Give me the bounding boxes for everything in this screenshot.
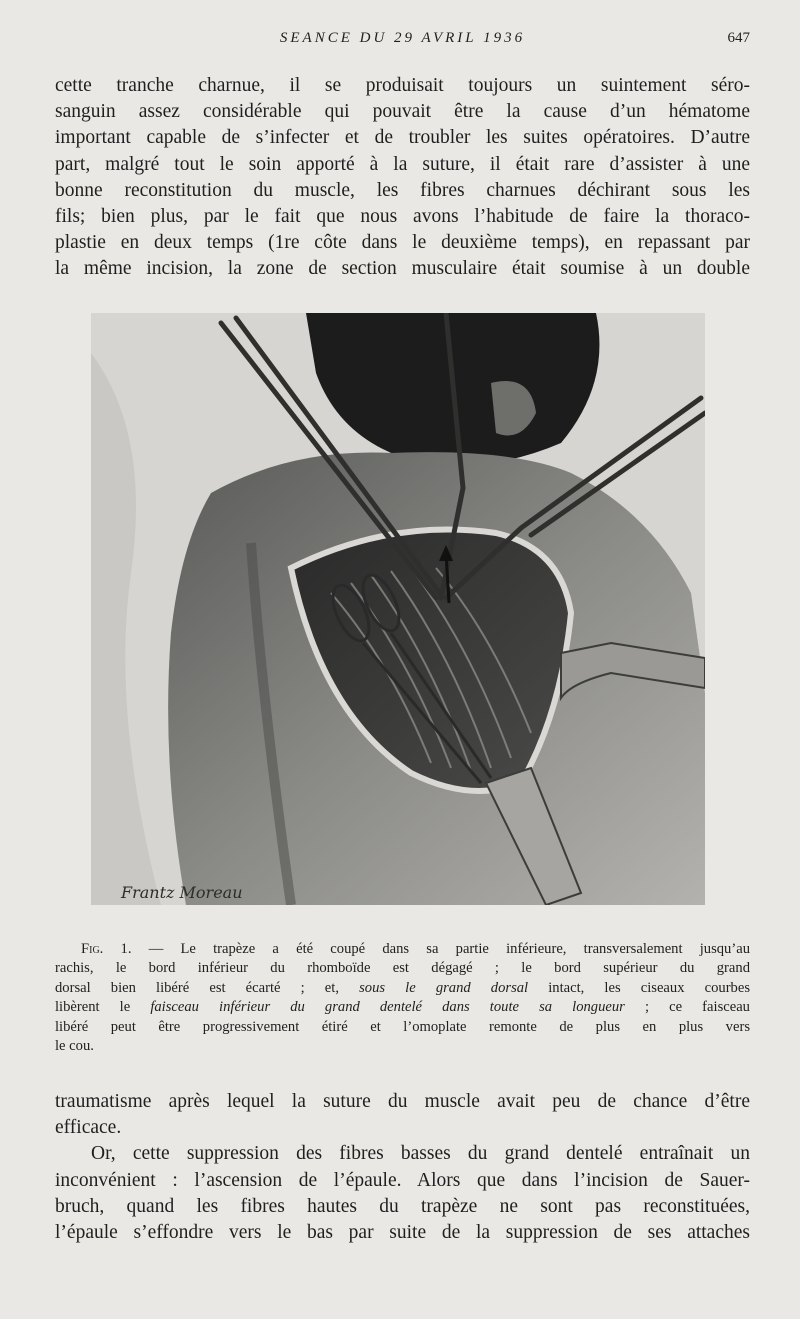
surgical-drawing — [91, 313, 705, 905]
text-line: plastie en deux temps (1re côte dans le deuxième temps), en repassant par — [55, 232, 750, 254]
caption-text: ; ce faisceau — [624, 999, 750, 1016]
text-line: la même incision, la zone de section musculaire était soumise à un double — [55, 258, 750, 280]
paragraph-top — [55, 73, 750, 283]
text-line: important capable de s’infecter et de troubler les suites opératoires. D’autre — [55, 127, 750, 149]
text-line: l’épaule s’effondre vers le bas par suite de la suppression de ses attaches — [55, 1221, 750, 1243]
running-title: SEANCE DU 29 AVRIL 1936 — [279, 30, 526, 46]
figure-label: Fig. 1. — [81, 941, 132, 957]
caption-text: dorsal bien libéré est écarté ; et, — [55, 979, 360, 996]
text-line: efficace. — [55, 1117, 122, 1139]
text-line: traumatisme après lequel la suture du muscle avait peu de chance d’être — [55, 1091, 750, 1112]
page-number: 647 — [727, 30, 750, 46]
caption-line — [55, 998, 750, 1017]
caption-line: le cou. — [55, 1038, 94, 1055]
caption-italic: sous le grand dorsal — [359, 979, 529, 996]
figure-caption — [55, 940, 750, 1056]
text-line: inconvénient : l’ascension de l’épaule. Alors que dans l’incision de Sauer- — [55, 1169, 750, 1191]
text-line: sanguin assez considérable qui pouvait être la cause d’un hématome — [55, 101, 750, 123]
caption-text: intact, les ciseaux courbes — [528, 979, 751, 996]
caption-line — [55, 940, 750, 959]
caption-text: libèrent le — [55, 999, 151, 1016]
caption-line — [55, 979, 750, 998]
text-line: bruch, quand les fibres hautes du trapèze ne sont pas reconstituées, — [55, 1195, 750, 1217]
running-head — [55, 30, 750, 54]
caption-italic: faisceau inférieur du grand dentelé dans toute sa longueur — [150, 999, 625, 1016]
paragraph-bottom — [55, 1089, 750, 1246]
text-line: bonne reconstitution du muscle, les fibres charnues déchirant sous les — [55, 179, 750, 201]
caption-line: libéré peut être progressivement étiré et l’omoplate remonte de plus en plus vers — [55, 1018, 750, 1035]
text-line: cette tranche charnue, il se produisait toujours un suintement séro- — [55, 75, 750, 96]
text-line: part, malgré tout le soin apporté à la suture, il était rare d’assister à une — [55, 153, 750, 175]
caption-text: — Le trapèze a été coupé dans sa partie inférieure, transversalement jusqu’au — [148, 941, 750, 957]
text-line: fils; bien plus, par le fait que nous avons l’habitude de faire la thoraco- — [55, 205, 750, 227]
artist-signature: Frantz Moreau — [121, 883, 243, 902]
text-line: Or, cette suppression des fibres basses du grand dentelé entraînait un — [91, 1143, 750, 1165]
caption-line: rachis, le bord inférieur du rhomboïde est dégagé ; le bord supérieur du grand — [55, 960, 750, 977]
surgical-illustration — [91, 313, 705, 905]
